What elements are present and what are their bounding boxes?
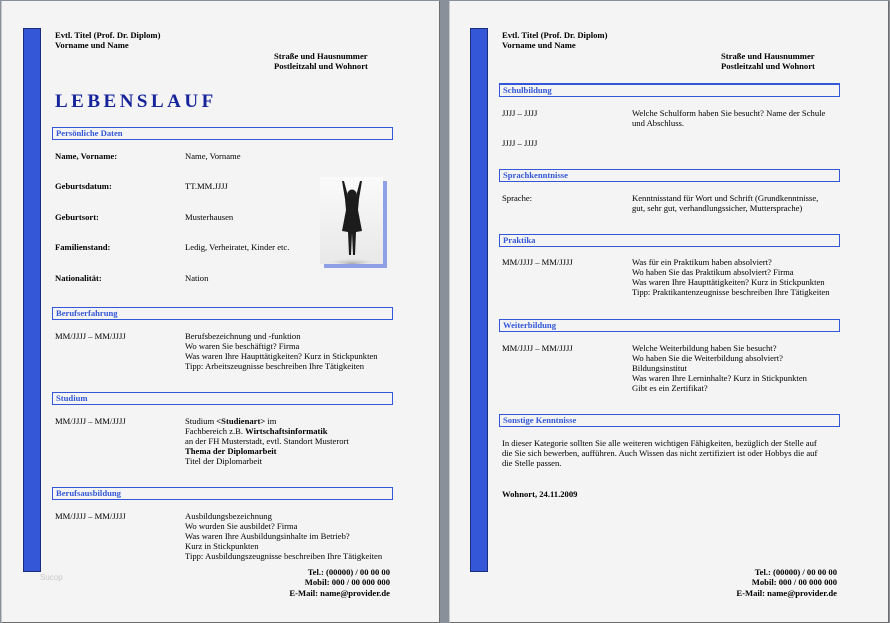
thesis-heading: Thema der Diplomarbeit — [185, 446, 277, 456]
value-birthplace: Musterhausen — [185, 212, 234, 222]
language-line: gut, sehr gut, verhandlungssicher, Muttersprache) — [632, 203, 803, 213]
resume-page-1 — [1, 1, 440, 623]
header-title: Evtl. Titel (Prof. Dr. Diplom) — [502, 30, 608, 40]
training-date: MM/JJJJ – MM/JJJJ — [55, 511, 126, 521]
section-study-heading: Studium — [52, 392, 393, 405]
value-nationality: Nation — [185, 273, 209, 283]
label-nationality: Nationalität: — [55, 273, 102, 283]
watermark: Sucop — [40, 573, 63, 582]
section-experience-heading: Berufserfahrung — [52, 307, 393, 320]
study-details — [185, 416, 349, 466]
further-training-details — [632, 343, 807, 393]
further-training-line: Gibt es ein Zertifikat? — [632, 383, 708, 393]
school-date-1: JJJJ – JJJJ — [502, 108, 538, 118]
experience-line: Tipp: Arbeitszeugnisse beschreiben Ihre Tätigkeiten — [185, 361, 364, 371]
internship-line: Was waren Ihre Haupttätigkeiten? Kurz in Stickpunkten — [632, 277, 825, 287]
internship-line: Wo haben Sie das Praktikum absolviert? Firma — [632, 267, 794, 277]
header-street: Straße und Hausnummer — [274, 51, 368, 61]
contact-phone: Tel.: (00000) / 00 00 00 — [754, 567, 837, 577]
training-line: Kurz in Stickpunkten — [185, 541, 259, 551]
person-silhouette-icon — [320, 177, 383, 264]
section-internships-heading: Praktika — [499, 234, 840, 247]
label-birthdate: Geburtsdatum: — [55, 181, 112, 191]
value-marital: Ledig, Verheiratet, Kinder etc. — [185, 242, 290, 252]
place-date: Wohnort, 24.11.2009 — [502, 489, 578, 499]
further-training-line: Wo haben Sie die Weiterbildung absolviert? — [632, 353, 783, 363]
section-languages-heading: Sprachkenntnisse — [499, 169, 840, 182]
section-training-heading: Berufsausbildung — [52, 487, 393, 500]
language-details — [632, 193, 818, 213]
contact-mobile: Mobil: 000 / 00 000 000 — [751, 577, 837, 587]
school-line: Welche Schulform haben Sie besucht? Name der Schule — [632, 108, 826, 118]
experience-line: Was waren Ihre Haupttätigkeiten? Kurz in Stickpunkten — [185, 351, 378, 361]
label-marital: Familienstand: — [55, 242, 111, 252]
value-birthdate: TT.MM.JJJJ — [185, 181, 228, 191]
resume-page-2 — [449, 1, 889, 623]
header-city: Postleitzahl und Wohnort — [274, 61, 368, 71]
training-line: Wo wurden Sie ausbildet? Firma — [185, 521, 298, 531]
other-skills-text — [502, 438, 817, 468]
language-label: Sprache: — [502, 193, 533, 203]
internship-details — [632, 257, 830, 297]
header-city: Postleitzahl und Wohnort — [721, 61, 815, 71]
contact-email: E-Mail: name@provider.de — [736, 588, 837, 598]
further-training-date: MM/JJJJ – MM/JJJJ — [502, 343, 573, 353]
further-training-line: Was waren Ihre Lerninhalte? Kurz in Stickpunkten — [632, 373, 807, 383]
section-other-skills-heading: Sonstige Kenntnisse — [499, 414, 840, 427]
study-line: an der FH Musterstadt, evtl. Standort Musterort — [185, 436, 349, 446]
language-line: Kenntnisstand für Wort und Schrift (Grundkenntnisse, — [632, 193, 819, 203]
contact-phone: Tel.: (00000) / 00 00 00 — [307, 567, 390, 577]
training-details — [185, 511, 382, 561]
study-line: Studium <Studienart> im — [185, 416, 277, 426]
further-training-line: Welche Weiterbildung haben Sie besucht? — [632, 343, 777, 353]
value-name: Name, Vorname — [185, 151, 241, 161]
contact-mobile: Mobil: 000 / 00 000 000 — [304, 577, 390, 587]
page-title: LEBENSLAUF — [55, 91, 217, 112]
school-line: und Abschluss. — [632, 118, 685, 128]
study-line: Fachbereich z.B. Wirtschaftsinformatik — [185, 426, 328, 436]
profile-photo — [320, 177, 387, 268]
training-line: Ausbildungsbezeichnung — [185, 511, 272, 521]
side-stripe — [470, 28, 488, 572]
internship-date: MM/JJJJ – MM/JJJJ — [502, 257, 573, 267]
other-skills-line: die Stelle passen. — [502, 458, 562, 468]
section-personal-heading: Persönliche Daten — [52, 127, 393, 140]
experience-date: MM/JJJJ – MM/JJJJ — [55, 331, 126, 341]
experience-line: Wo waren Sie beschäftigt? Firma — [185, 341, 300, 351]
study-date: MM/JJJJ – MM/JJJJ — [55, 416, 126, 426]
thesis-title: Titel der Diplomarbeit — [185, 456, 263, 466]
side-stripe — [23, 28, 41, 572]
header-name: Vorname und Name — [55, 40, 129, 50]
internship-line: Tipp: Praktikantenzeugnisse beschreiben Ihre Tätigkeiten — [632, 287, 830, 297]
label-birthplace: Geburtsort: — [55, 212, 99, 222]
school-date-2: JJJJ – JJJJ — [502, 138, 538, 148]
experience-details — [185, 331, 378, 371]
header-street: Straße und Hausnummer — [721, 51, 815, 61]
experience-line: Berufsbezeichnung und -funktion — [185, 331, 301, 341]
other-skills-line: In dieser Kategorie sollten Sie alle weiteren wichtigen Fähigkeiten, bezüglich der Stelle auf — [502, 438, 817, 448]
training-line: Tipp: Ausbildungszeugnisse beschreiben Ihre Tätigkeiten — [185, 551, 383, 561]
header-title: Evtl. Titel (Prof. Dr. Diplom) — [55, 30, 161, 40]
contact-email: E-Mail: name@provider.de — [289, 588, 390, 598]
school-details — [632, 108, 825, 128]
internship-line: Was für ein Praktikum haben absolviert? — [632, 257, 772, 267]
header-name: Vorname und Name — [502, 40, 576, 50]
training-line: Was waren Ihre Ausbildungsinhalte im Betrieb? — [185, 531, 350, 541]
further-training-line: Bildungsinstitut — [632, 363, 687, 373]
section-further-training-heading: Weiterbildung — [499, 319, 840, 332]
section-school-heading: Schulbildung — [499, 84, 840, 97]
other-skills-line: die Sie sich bewerben, aufführen. Auch Wissen das nicht zertifiziert ist oder Hobbys die auf — [502, 448, 818, 458]
label-name: Name, Vorname: — [55, 151, 118, 161]
